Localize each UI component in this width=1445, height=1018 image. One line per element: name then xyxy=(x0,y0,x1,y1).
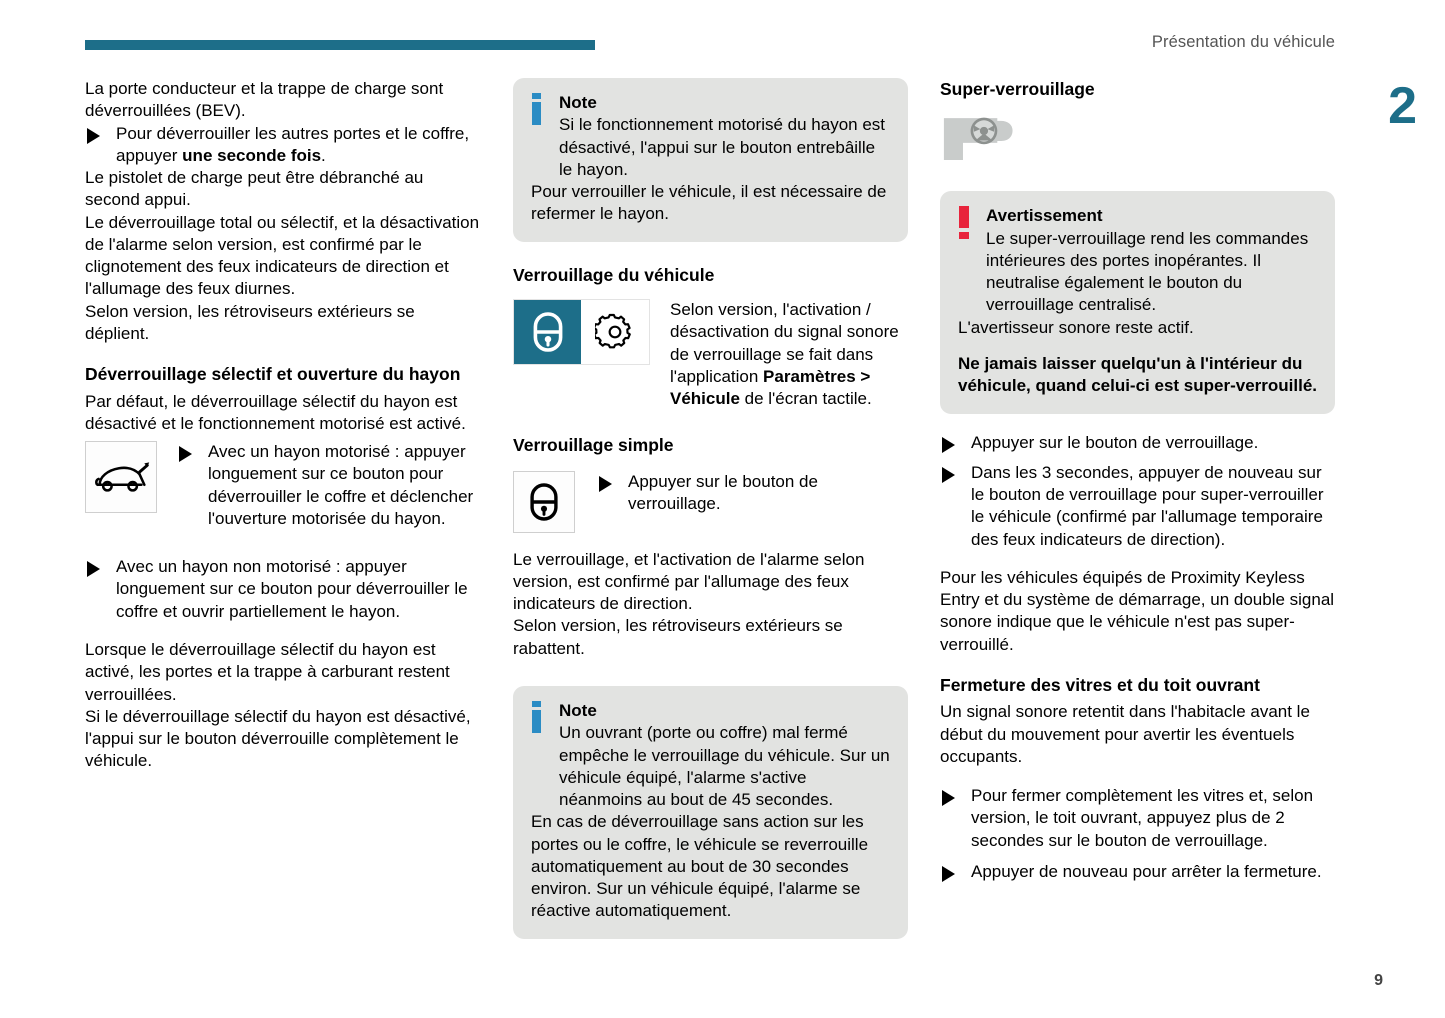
figure-text-motorised xyxy=(177,441,480,530)
triangle-bullet-icon xyxy=(599,476,612,492)
bullet-text: Appuyer sur le bouton de verrouillage. xyxy=(971,432,1259,452)
paragraph-selective-active: Lorsque le déverrouillage sélectif du hayon est activé, les portes et la trappe à carburant restent verrouillées. xyxy=(85,639,450,704)
figure-row-motorised-tailgate xyxy=(85,441,480,530)
triangle-bullet-icon xyxy=(942,467,955,483)
gear-icon xyxy=(581,300,649,364)
column-middle xyxy=(513,78,908,939)
figure-row-simple-lock xyxy=(513,471,908,533)
lock-settings-text-tail: de l'écran tactile. xyxy=(739,389,872,409)
paragraph-audible-signal: Un signal sonore retentit dans l'habitacle avant le début du mouvement pour avertir les éventuels occupants. xyxy=(940,702,1310,766)
warning-line-2: L'avertisseur sonore reste actif. xyxy=(958,317,1194,337)
bullet-text: Pour fermer complètement les vitres et, selon version, le toit ouvrant, appuyez plus de 2 secondes sur le bouton de verrouillage. xyxy=(971,786,1314,850)
chapter-number: 2 xyxy=(1388,77,1417,135)
note-title: Note xyxy=(559,701,597,721)
paragraph-lock-confirm: Le verrouillage, et l'activation de l'alarme selon version, est confirmé par l'allumage des feux indicateurs de direction. xyxy=(513,549,865,614)
column-right xyxy=(940,78,1335,883)
paragraph-mirrors-unfold: Selon version, les rétroviseurs extérieurs se déplient. xyxy=(85,301,415,343)
triangle-bullet-icon xyxy=(942,790,955,806)
bullet-text-bold: une seconde fois xyxy=(182,145,322,165)
bullet-text: Avec un hayon non motorisé : appuyer longuement sur ce bouton pour déverrouiller le coffre et ouvrir partiellement le hayon. xyxy=(116,557,468,621)
note-body xyxy=(531,722,890,922)
note-callout-open-panel xyxy=(513,686,908,939)
triangle-bullet-icon xyxy=(942,437,955,453)
note-callout-tailgate xyxy=(513,78,908,242)
paragraph-mirrors-fold: Selon version, les rétroviseurs extérieurs se rabattent. xyxy=(513,616,843,658)
subheading-super-locking: Super-verrouillage xyxy=(940,79,1095,99)
bullet-text-lead: Pour déverrouiller les autres portes et le coffre, appuyer xyxy=(116,123,470,165)
paragraph-charge-gun: Le pistolet de charge peut être débranché au second appui. xyxy=(85,168,424,210)
car-hatch-open-icon xyxy=(85,441,157,513)
triangle-bullet-icon xyxy=(179,446,192,462)
figure-row-lock-settings xyxy=(513,299,908,410)
bullet-press-lock-button xyxy=(940,432,1335,454)
lock-settings-path-bold: Paramètres > Véhicule xyxy=(670,366,871,409)
note-title: Note xyxy=(559,93,597,112)
triangle-bullet-icon xyxy=(942,866,955,882)
figure-text-lock-settings xyxy=(670,299,908,410)
warning-line-1: Le super-verrouillage rend les commandes intérieures des portes inopérantes. Il neutralise également le bouton du verrouillage centralisé. xyxy=(986,228,1309,315)
triangle-bullet-icon xyxy=(87,561,100,577)
warning-line-3-bold: Ne jamais laisser quelqu'un à l'intérieur du véhicule, quand celui-ci est super-verrouillé. xyxy=(958,353,1318,396)
note-line-2: En cas de déverrouillage sans action sur les portes ou le coffre, le véhicule se reverrouille automatiquement au bout de 30 secondes environ. Sur un véhicule équipé, l'alarme se réactive automatiquement. xyxy=(531,812,869,921)
bullet-text: Appuyer de nouveau pour arrêter la fermeture. xyxy=(971,861,1322,881)
info-icon xyxy=(532,93,541,125)
warning-title: Avertissement xyxy=(986,206,1103,226)
bullet-non-motorised-tailgate xyxy=(85,556,480,623)
bullet-close-windows xyxy=(940,785,1335,852)
warning-icon xyxy=(959,206,969,239)
column-left xyxy=(85,78,480,773)
paragraph-keyless-entry: Pour les véhicules équipés de Proximity Keyless Entry et du système de démarrage, un double signal sonore indique que le véhicule n'est pas super-verrouillé. xyxy=(940,567,1335,654)
lock-icon xyxy=(514,300,581,364)
paragraph-unlock-confirm: Le déverrouillage total ou sélectif, et la désactivation de l'alarme selon version, est confirmé par le clignotement des feux indicateurs de direction et l'allumage des feux diurnes. xyxy=(85,212,480,299)
bullet-text: Appuyer sur le bouton de verrouillage. xyxy=(628,471,818,513)
note-line-1: Un ouvrant (porte ou coffre) mal fermé empêche le verrouillage du véhicule. Sur un véhicule équipé, l'alarme s'active néanmoins au bout de 45 secondes. xyxy=(559,723,890,810)
note-body xyxy=(531,114,890,225)
paragraph-selective-inactive: Si le déverrouillage sélectif du hayon est désactivé, l'appui sur le bouton déverrouille complètement le véhicule. xyxy=(85,706,471,771)
bullet-text-tail: . xyxy=(321,145,326,165)
bullet-unlock-other-doors xyxy=(85,123,480,168)
triangle-bullet-icon xyxy=(87,128,100,144)
note-line-2: Pour verrouiller le véhicule, il est nécessaire de refermer le hayon. xyxy=(531,182,887,224)
subheading-vehicle-locking: Verrouillage du véhicule xyxy=(513,264,715,285)
bullet-stop-closing xyxy=(940,861,1335,883)
lock-icon xyxy=(513,471,575,533)
lock-and-gear-icon-pair xyxy=(513,299,650,365)
page-number: 9 xyxy=(1374,972,1383,989)
bullet-press-lock-button xyxy=(597,471,908,516)
subheading-selective-unlock: Déverrouillage sélectif et ouverture du hayon xyxy=(85,364,461,385)
paragraph-intro: La porte conducteur et la trappe de charge sont déverrouillées (BEV). xyxy=(85,79,444,121)
paragraph-default-state: Par défaut, le déverrouillage sélectif du hayon est désactivé et le fonctionnement motorisé est activé. xyxy=(85,391,466,433)
bullet-text: Avec un hayon motorisé : appuyer longuement sur ce bouton pour déverrouiller le coffre et déclencher l'ouverture motorisée du hayon. xyxy=(208,442,474,528)
info-icon xyxy=(532,701,541,733)
note-line-1: Si le fonctionnement motorisé du hayon est désactivé, l'appui sur le bouton entrebâille le hayon. xyxy=(559,115,886,179)
lock-settings-text-lead: Selon version, l'activation / désactivation du signal sonore de verrouillage se fait dans l'application xyxy=(670,299,899,386)
page-header-title: Présentation du véhicule xyxy=(1151,33,1335,51)
figure-text-simple-lock xyxy=(597,471,908,516)
warning-body xyxy=(958,228,1317,398)
header-accent-rule xyxy=(85,40,595,50)
bullet-text: Dans les 3 secondes, appuyer de nouveau sur le bouton de verrouillage pour super-verrouiller le véhicule (confirmé par l'allumage temporaire des feux indicateurs de direction). xyxy=(971,462,1324,549)
bullet-motorised-tailgate xyxy=(177,441,480,530)
warning-callout-super-locking xyxy=(940,191,1335,413)
steering-wheel-dashboard-icon xyxy=(942,114,1335,171)
subheading-simple-locking: Verrouillage simple xyxy=(513,435,674,456)
subheading-windows-roof-closing: Fermeture des vitres et du toit ouvrant xyxy=(940,674,1260,695)
bullet-press-again-3s xyxy=(940,462,1335,551)
